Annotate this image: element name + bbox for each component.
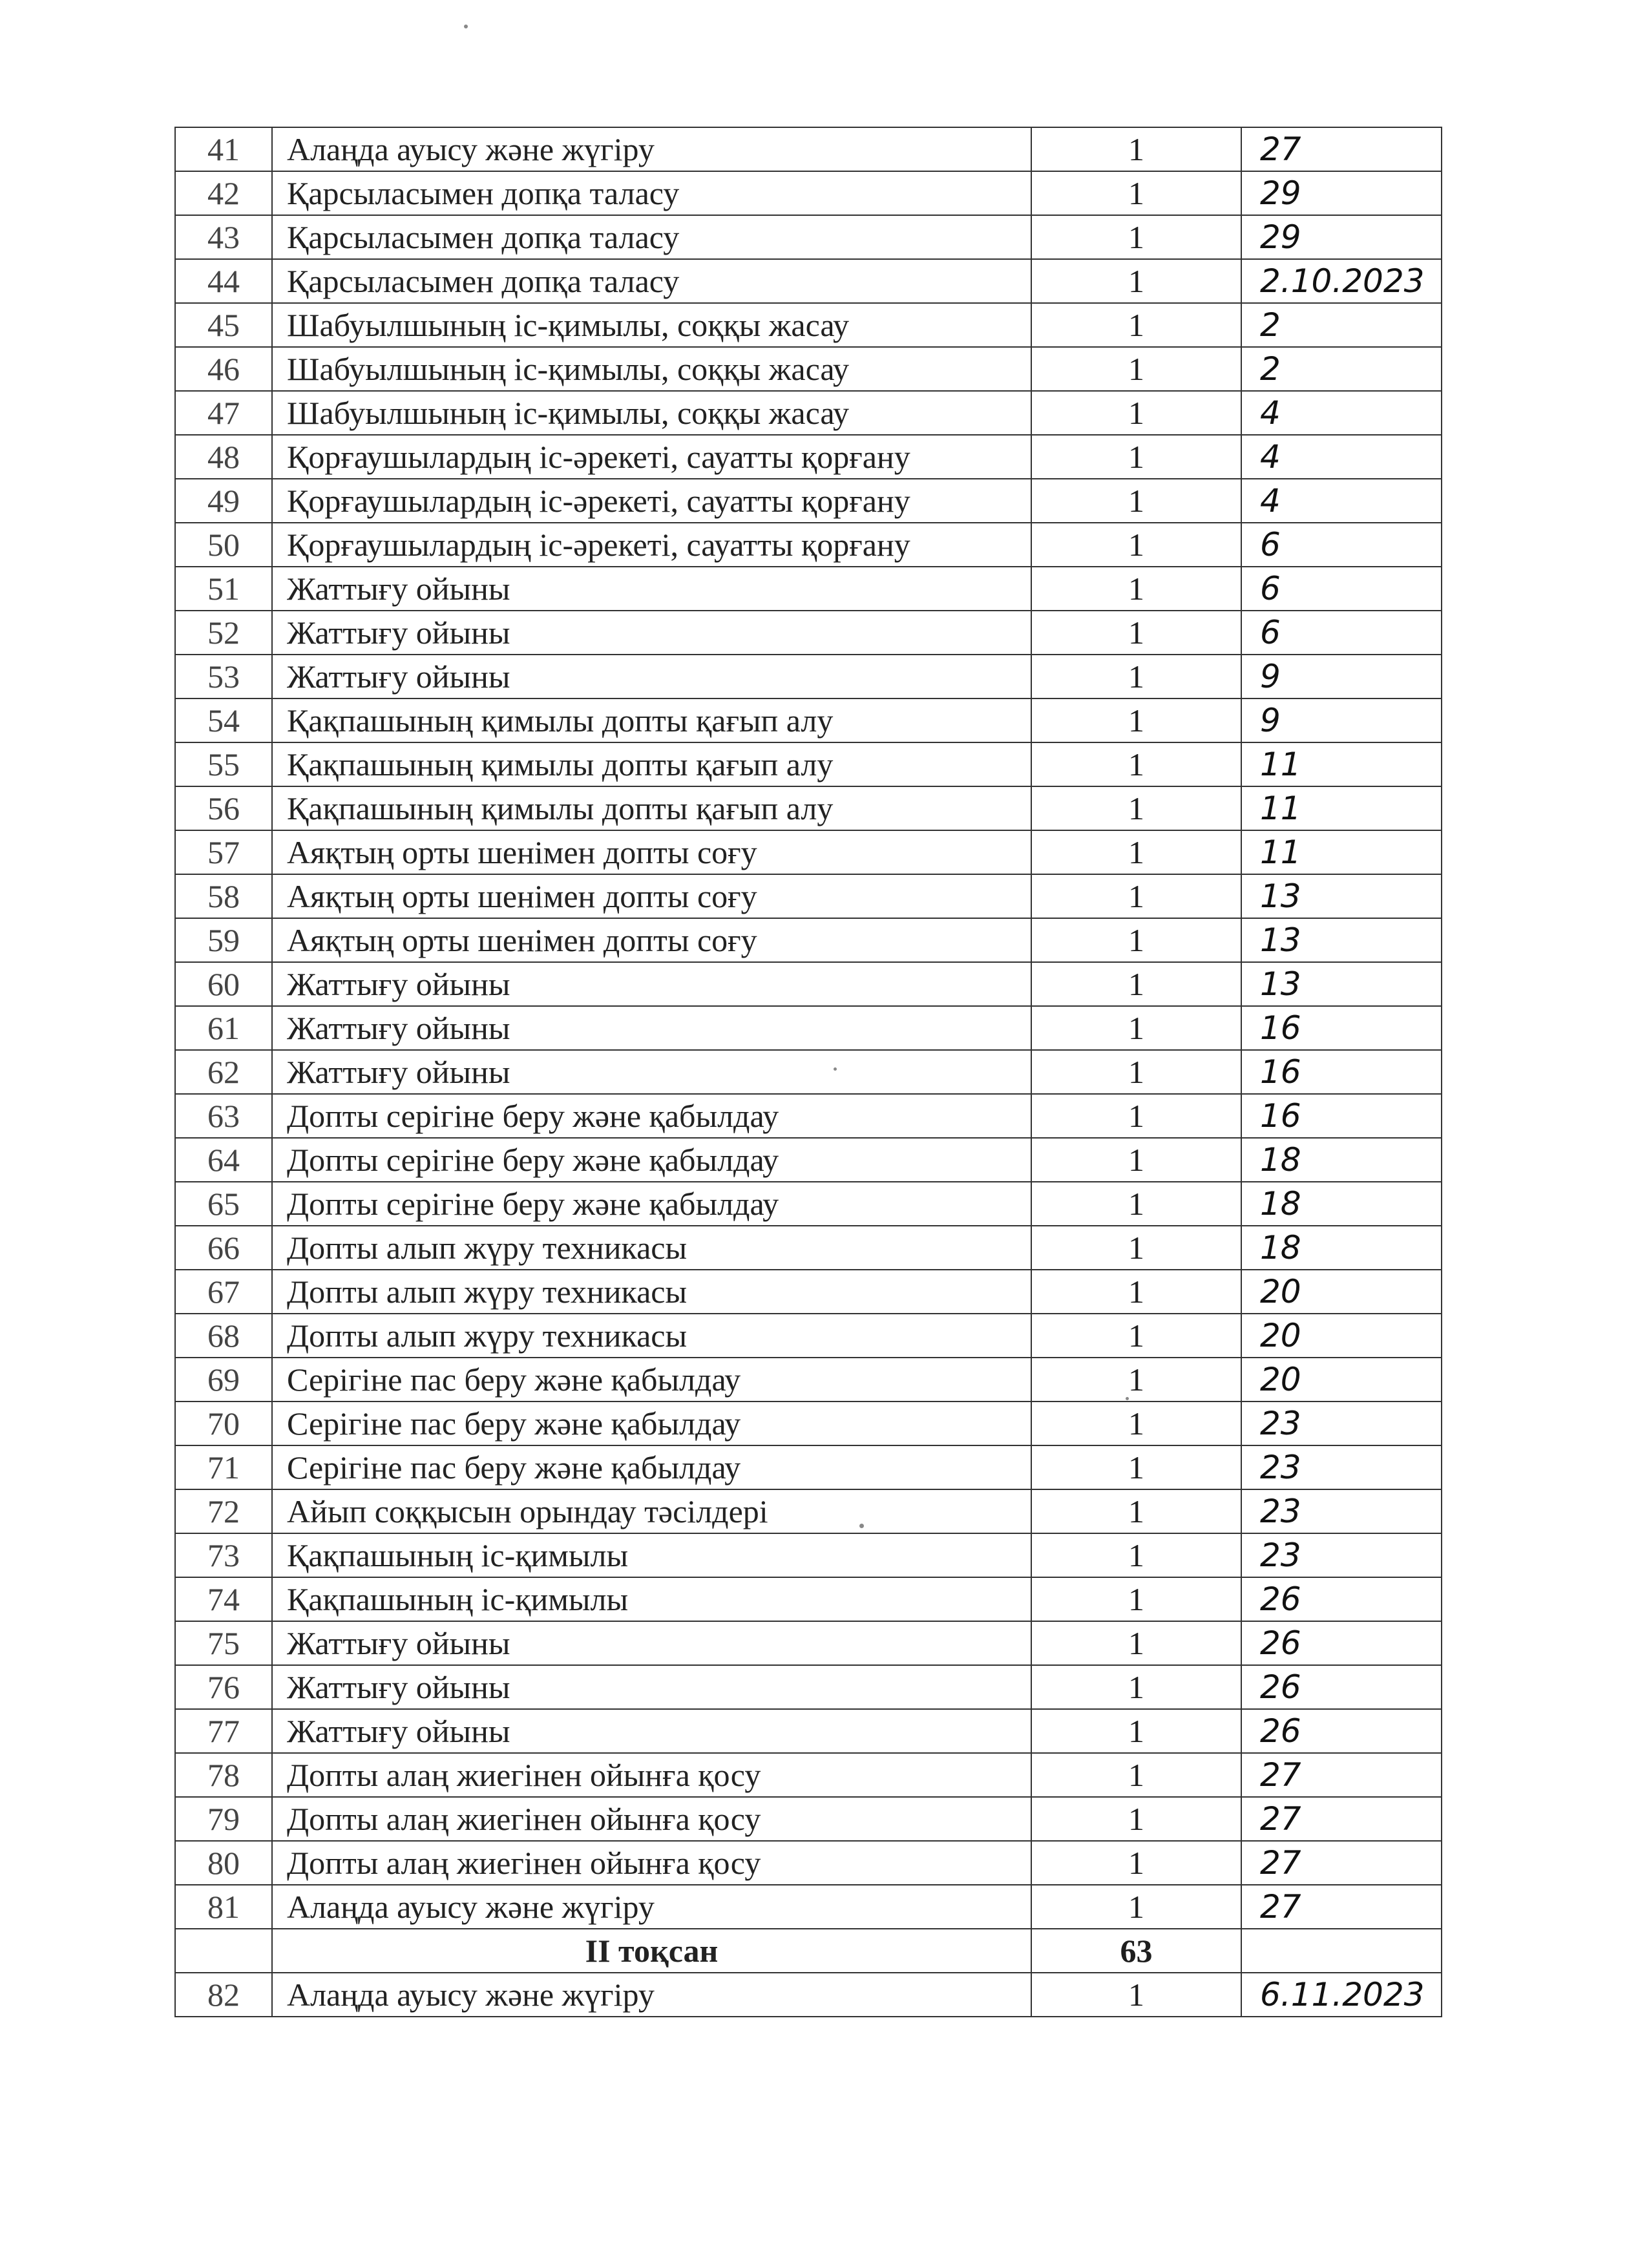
lesson-number: 59 [175, 918, 272, 962]
lesson-topic: Жаттығу ойыны [272, 567, 1031, 611]
lesson-topic: Допты алып жүру техникасы [272, 1314, 1031, 1358]
lesson-hours: 1 [1031, 1445, 1241, 1489]
table-row [175, 259, 1442, 303]
lesson-date: 6 [1241, 611, 1442, 655]
lesson-number: 57 [175, 830, 272, 874]
lesson-hours: 1 [1031, 1665, 1241, 1709]
scan-speck [464, 25, 468, 28]
lesson-hours: 1 [1031, 567, 1241, 611]
lesson-topic: Қарсыласымен допқа таласу [272, 215, 1031, 259]
lesson-date: 11 [1241, 830, 1442, 874]
lesson-date: 26 [1241, 1621, 1442, 1665]
lesson-date: 29 [1241, 215, 1442, 259]
lesson-topic: Қақпашының қимылы допты қағып алу [272, 786, 1031, 830]
lesson-number: 80 [175, 1841, 272, 1885]
lesson-hours: 1 [1031, 171, 1241, 215]
table-row [175, 523, 1442, 567]
table-row [175, 347, 1442, 391]
lesson-topic: Қарсыласымен допқа таласу [272, 171, 1031, 215]
lesson-hours: 1 [1031, 962, 1241, 1006]
lesson-date: 4 [1241, 479, 1442, 523]
table-row [175, 1358, 1442, 1402]
lesson-topic: Серігіне пас беру және қабылдау [272, 1358, 1031, 1402]
table-row [175, 830, 1442, 874]
lesson-date: 20 [1241, 1314, 1442, 1358]
lesson-number: 68 [175, 1314, 272, 1358]
lesson-number: 60 [175, 962, 272, 1006]
lesson-date: 20 [1241, 1358, 1442, 1402]
lesson-topic: Жаттығу ойыны [272, 1006, 1031, 1050]
table-row [175, 698, 1442, 742]
lesson-topic: Қақпашының қимылы допты қағып алу [272, 742, 1031, 786]
lesson-hours: 1 [1031, 1709, 1241, 1753]
lesson-number: 54 [175, 698, 272, 742]
lesson-number: 53 [175, 655, 272, 698]
lesson-number: 43 [175, 215, 272, 259]
lesson-date: 13 [1241, 874, 1442, 918]
lesson-topic: Жаттығу ойыны [272, 1050, 1031, 1094]
lesson-topic: Қорғаушылардың іс-әрекеті, сауатты қорғану [272, 435, 1031, 479]
lesson-date: 9 [1241, 655, 1442, 698]
lesson-date [1241, 1929, 1442, 1973]
lesson-hours: 1 [1031, 1533, 1241, 1577]
table-row [175, 567, 1442, 611]
lesson-topic: Алаңда ауысу және жүгіру [272, 1973, 1031, 2017]
lesson-hours: 1 [1031, 698, 1241, 742]
lesson-date: 27 [1241, 1797, 1442, 1841]
lesson-topic: Қақпашының іс-қимылы [272, 1533, 1031, 1577]
table-row [175, 1577, 1442, 1621]
lesson-topic: ІІ тоқсан [272, 1929, 1031, 1973]
lesson-date: 23 [1241, 1445, 1442, 1489]
lesson-number: 75 [175, 1621, 272, 1665]
lesson-date: 27 [1241, 1885, 1442, 1929]
lesson-date: 16 [1241, 1050, 1442, 1094]
lesson-date: 27 [1241, 1841, 1442, 1885]
lesson-topic: Жаттығу ойыны [272, 655, 1031, 698]
lesson-number: 44 [175, 259, 272, 303]
lesson-number: 42 [175, 171, 272, 215]
lesson-topic: Допты алаң жиегінен ойынға қосу [272, 1797, 1031, 1841]
lesson-hours: 1 [1031, 1226, 1241, 1270]
lesson-topic: Шабуылшының іс-қимылы, соққы жасау [272, 347, 1031, 391]
lesson-date: 9 [1241, 698, 1442, 742]
lesson-plan-body [175, 127, 1442, 2017]
lesson-hours: 1 [1031, 1402, 1241, 1445]
lesson-number: 49 [175, 479, 272, 523]
table-row [175, 303, 1442, 347]
lesson-date: 23 [1241, 1402, 1442, 1445]
lesson-date: 18 [1241, 1226, 1442, 1270]
lesson-date: 6 [1241, 567, 1442, 611]
table-row [175, 1621, 1442, 1665]
table-row [175, 1753, 1442, 1797]
lesson-date: 18 [1241, 1182, 1442, 1226]
lesson-number: 73 [175, 1533, 272, 1577]
lesson-topic: Айып соққысын орындау тәсілдері [272, 1489, 1031, 1533]
table-row [175, 874, 1442, 918]
lesson-number: 62 [175, 1050, 272, 1094]
table-row [175, 1841, 1442, 1885]
lesson-date: 11 [1241, 786, 1442, 830]
table-row [175, 1973, 1442, 2017]
lesson-date: 16 [1241, 1006, 1442, 1050]
table-row [175, 1270, 1442, 1314]
lesson-number: 69 [175, 1358, 272, 1402]
table-row [175, 1314, 1442, 1358]
lesson-number: 77 [175, 1709, 272, 1753]
lesson-number: 52 [175, 611, 272, 655]
lesson-date: 27 [1241, 127, 1442, 171]
lesson-date: 11 [1241, 742, 1442, 786]
lesson-date: 20 [1241, 1270, 1442, 1314]
table-row [175, 1182, 1442, 1226]
lesson-date: 29 [1241, 171, 1442, 215]
lesson-hours: 1 [1031, 1489, 1241, 1533]
table-row [175, 1665, 1442, 1709]
lesson-topic: Жаттығу ойыны [272, 1621, 1031, 1665]
lesson-hours: 1 [1031, 786, 1241, 830]
lesson-hours: 1 [1031, 1094, 1241, 1138]
lesson-topic: Допты алаң жиегінен ойынға қосу [272, 1841, 1031, 1885]
lesson-plan-table [174, 127, 1442, 2017]
table-row [175, 1533, 1442, 1577]
lesson-hours: 1 [1031, 611, 1241, 655]
table-row [175, 1402, 1442, 1445]
lesson-topic: Алаңда ауысу және жүгіру [272, 1885, 1031, 1929]
lesson-date: 4 [1241, 391, 1442, 435]
lesson-date: 6 [1241, 523, 1442, 567]
table-row [175, 479, 1442, 523]
lesson-topic: Жаттығу ойыны [272, 611, 1031, 655]
table-row [175, 435, 1442, 479]
lesson-date: 16 [1241, 1094, 1442, 1138]
lesson-number: 78 [175, 1753, 272, 1797]
table-row [175, 1709, 1442, 1753]
lesson-hours: 1 [1031, 1577, 1241, 1621]
lesson-hours: 1 [1031, 1270, 1241, 1314]
lesson-topic: Қақпашының іс-қимылы [272, 1577, 1031, 1621]
lesson-hours: 1 [1031, 1358, 1241, 1402]
lesson-topic: Шабуылшының іс-қимылы, соққы жасау [272, 303, 1031, 347]
lesson-number: 56 [175, 786, 272, 830]
lesson-hours: 1 [1031, 1885, 1241, 1929]
lesson-hours: 1 [1031, 1138, 1241, 1182]
table-row [175, 215, 1442, 259]
table-row [175, 1050, 1442, 1094]
lesson-hours: 1 [1031, 1753, 1241, 1797]
lesson-number: 81 [175, 1885, 272, 1929]
lesson-number: 45 [175, 303, 272, 347]
lesson-date: 27 [1241, 1753, 1442, 1797]
table-row [175, 127, 1442, 171]
lesson-topic: Қарсыласымен допқа таласу [272, 259, 1031, 303]
table-row [175, 1885, 1442, 1929]
lesson-date: 26 [1241, 1665, 1442, 1709]
lesson-number: 58 [175, 874, 272, 918]
lesson-topic: Алаңда ауысу және жүгіру [272, 127, 1031, 171]
lesson-date: 26 [1241, 1577, 1442, 1621]
lesson-hours: 1 [1031, 127, 1241, 171]
lesson-topic: Аяқтың орты шенімен допты соғу [272, 918, 1031, 962]
lesson-hours: 1 [1031, 1006, 1241, 1050]
lesson-hours: 1 [1031, 391, 1241, 435]
table-row [175, 1138, 1442, 1182]
lesson-date: 23 [1241, 1533, 1442, 1577]
lesson-hours: 1 [1031, 1182, 1241, 1226]
table-row [175, 655, 1442, 698]
quarter-header-row [175, 1929, 1442, 1973]
lesson-number: 66 [175, 1226, 272, 1270]
lesson-number: 50 [175, 523, 272, 567]
table-row [175, 611, 1442, 655]
lesson-number: 41 [175, 127, 272, 171]
lesson-date: 2 [1241, 347, 1442, 391]
lesson-topic: Қақпашының қимылы допты қағып алу [272, 698, 1031, 742]
lesson-date: 2.10.2023 [1241, 259, 1442, 303]
table-row [175, 1094, 1442, 1138]
table-row [175, 391, 1442, 435]
lesson-number [175, 1929, 272, 1973]
lesson-topic: Жаттығу ойыны [272, 1709, 1031, 1753]
lesson-topic: Аяқтың орты шенімен допты соғу [272, 830, 1031, 874]
lesson-number: 74 [175, 1577, 272, 1621]
table-row [175, 1445, 1442, 1489]
table-row [175, 918, 1442, 962]
table-row [175, 786, 1442, 830]
lesson-topic: Допты серігіне беру және қабылдау [272, 1094, 1031, 1138]
lesson-number: 63 [175, 1094, 272, 1138]
lesson-number: 51 [175, 567, 272, 611]
lesson-topic: Шабуылшының іс-қимылы, соққы жасау [272, 391, 1031, 435]
lesson-hours: 1 [1031, 1050, 1241, 1094]
lesson-topic: Серігіне пас беру және қабылдау [272, 1402, 1031, 1445]
lesson-topic: Қорғаушылардың іс-әрекеті, сауатты қорғану [272, 523, 1031, 567]
lesson-number: 82 [175, 1973, 272, 2017]
lesson-date: 13 [1241, 918, 1442, 962]
lesson-hours: 1 [1031, 742, 1241, 786]
lesson-hours: 1 [1031, 1841, 1241, 1885]
table-row [175, 1226, 1442, 1270]
lesson-topic: Жаттығу ойыны [272, 1665, 1031, 1709]
lesson-topic: Серігіне пас беру және қабылдау [272, 1445, 1031, 1489]
lesson-number: 46 [175, 347, 272, 391]
table-row [175, 1797, 1442, 1841]
lesson-number: 71 [175, 1445, 272, 1489]
lesson-number: 55 [175, 742, 272, 786]
lesson-hours: 63 [1031, 1929, 1241, 1973]
lesson-number: 65 [175, 1182, 272, 1226]
table-row [175, 1489, 1442, 1533]
lesson-date: 26 [1241, 1709, 1442, 1753]
lesson-topic: Допты серігіне беру және қабылдау [272, 1138, 1031, 1182]
lesson-hours: 1 [1031, 347, 1241, 391]
lesson-hours: 1 [1031, 303, 1241, 347]
table-row [175, 742, 1442, 786]
lesson-topic: Аяқтың орты шенімен допты соғу [272, 874, 1031, 918]
table-row [175, 171, 1442, 215]
table-row [175, 962, 1442, 1006]
lesson-hours: 1 [1031, 1797, 1241, 1841]
lesson-number: 79 [175, 1797, 272, 1841]
lesson-number: 72 [175, 1489, 272, 1533]
lesson-date: 13 [1241, 962, 1442, 1006]
lesson-number: 48 [175, 435, 272, 479]
lesson-hours: 1 [1031, 435, 1241, 479]
lesson-topic: Қорғаушылардың іс-әрекеті, сауатты қорғану [272, 479, 1031, 523]
lesson-topic: Допты алып жүру техникасы [272, 1226, 1031, 1270]
lesson-topic: Допты серігіне беру және қабылдау [272, 1182, 1031, 1226]
lesson-number: 47 [175, 391, 272, 435]
lesson-topic: Допты алаң жиегінен ойынға қосу [272, 1753, 1031, 1797]
lesson-hours: 1 [1031, 523, 1241, 567]
lesson-hours: 1 [1031, 918, 1241, 962]
lesson-hours: 1 [1031, 1621, 1241, 1665]
lesson-number: 64 [175, 1138, 272, 1182]
lesson-date: 23 [1241, 1489, 1442, 1533]
lesson-hours: 1 [1031, 655, 1241, 698]
lesson-hours: 1 [1031, 1314, 1241, 1358]
lesson-hours: 1 [1031, 874, 1241, 918]
lesson-hours: 1 [1031, 1973, 1241, 2017]
lesson-date: 6.11.2023 [1241, 1973, 1442, 2017]
lesson-hours: 1 [1031, 259, 1241, 303]
lesson-number: 76 [175, 1665, 272, 1709]
lesson-topic: Жаттығу ойыны [272, 962, 1031, 1006]
lesson-hours: 1 [1031, 215, 1241, 259]
table-row [175, 1006, 1442, 1050]
lesson-date: 2 [1241, 303, 1442, 347]
lesson-number: 70 [175, 1402, 272, 1445]
lesson-number: 61 [175, 1006, 272, 1050]
lesson-date: 4 [1241, 435, 1442, 479]
lesson-topic: Допты алып жүру техникасы [272, 1270, 1031, 1314]
lesson-date: 18 [1241, 1138, 1442, 1182]
lesson-number: 67 [175, 1270, 272, 1314]
lesson-hours: 1 [1031, 479, 1241, 523]
lesson-hours: 1 [1031, 830, 1241, 874]
